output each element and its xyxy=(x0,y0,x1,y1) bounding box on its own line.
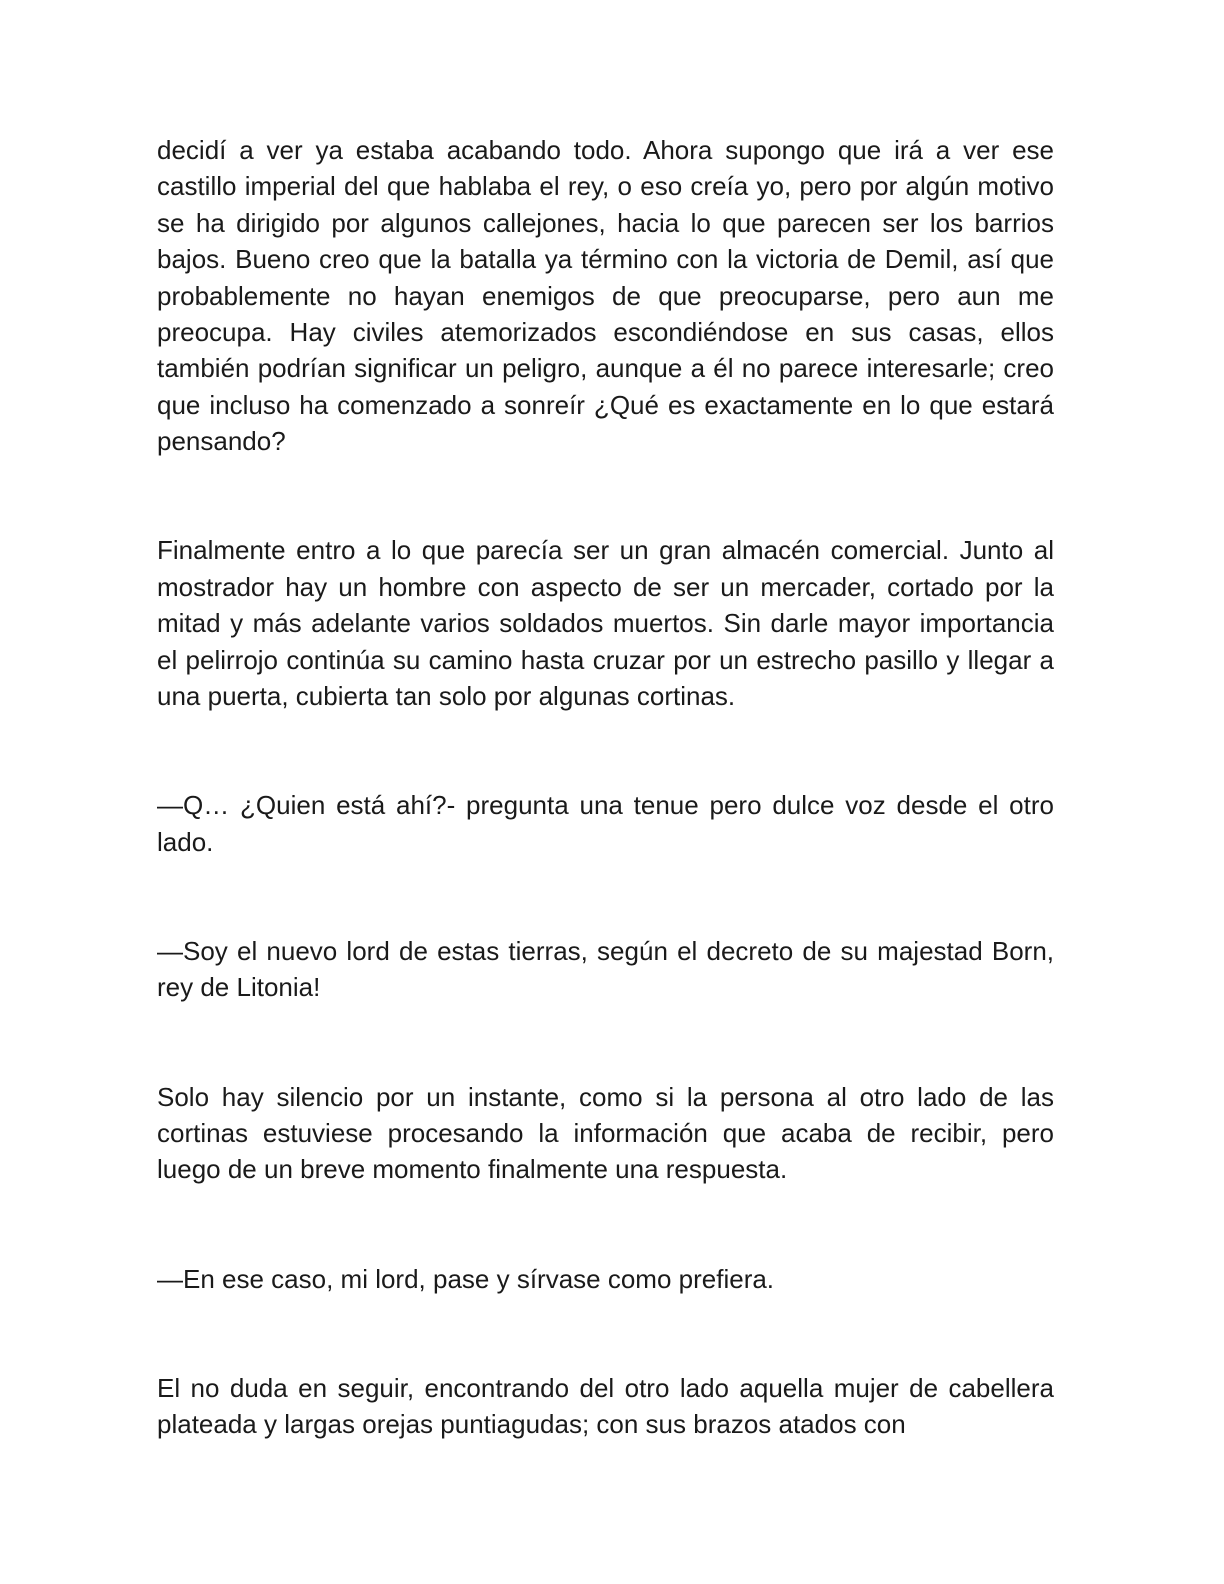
paragraph-6: —En ese caso, mi lord, pase y sírvase como prefiera. xyxy=(157,1263,775,1294)
paragraph-5: Solo hay silencio por un instante, como si la persona al otro lado de las cortinas estuviese procesando la información que acaba de recibir, pero luego de un breve momento finalmente una respuesta. xyxy=(157,1081,1054,1185)
paragraph-3: —Q… ¿Quien está ahí?- pregunta una tenue pero dulce voz desde el otro lado. xyxy=(157,790,1054,857)
paragraph-1: decidí a ver ya estaba acabando todo. Ahora supongo que irá a ver ese castillo imperial del que hablaba el rey, o eso creía yo, pero por algún motivo se ha dirigido por algunos callejones, hacia lo que parecen ser los barrios bajos. Bueno creo que la batalla ya término con la victoria de Demil, así que probablemente no hayan enemigos de que preocuparse, pero aun me preocupa. Hay civiles atemorizados escondiéndose en sus casas, ellos también podrían significar un peligro, aunque a él no parece interesarle; creo que incluso ha comenzado a sonreír ¿Qué es exactamente en lo que estará pensando? xyxy=(157,135,1054,457)
document-page xyxy=(157,132,1054,1443)
paragraph-7: El no duda en seguir, encontrando del otro lado aquella mujer de cabellera plateada y largas orejas puntiagudas; con sus brazos atados con xyxy=(157,1372,1054,1440)
paragraph-2: Finalmente entro a lo que parecía ser un gran almacén comercial. Junto al mostrador hay un hombre con aspecto de ser un mercader, cortado por la mitad y más adelante varios soldados muertos. Sin darle mayor importancia el pelirrojo continúa su camino hasta cruzar por un estrecho pasillo y llegar a una puerta, cubierta tan solo por algunas cortinas. xyxy=(157,535,1054,712)
paragraph-4: —Soy el nuevo lord de estas tierras, según el decreto de su majestad Born, rey de Litonia! xyxy=(157,935,1054,1003)
